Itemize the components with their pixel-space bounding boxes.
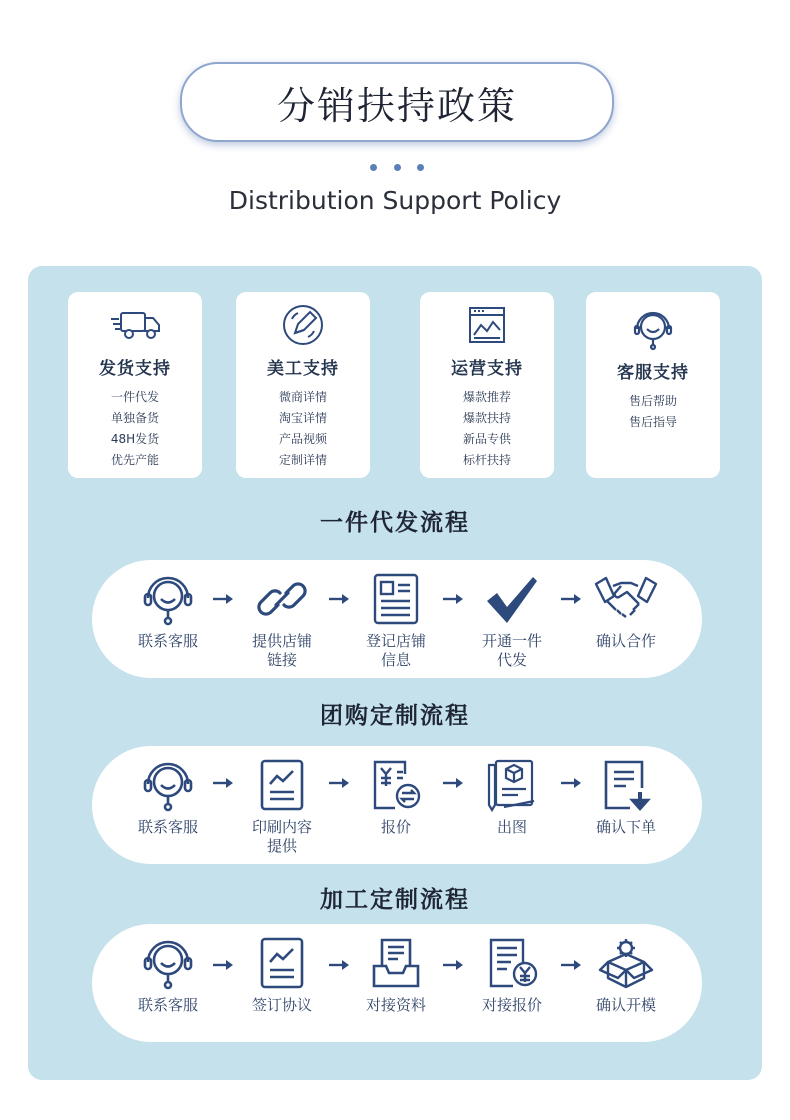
step-label: 联系客服	[137, 632, 198, 650]
page-title-pill	[180, 62, 614, 142]
page-subtitle: Distribution Support Policy	[228, 186, 562, 215]
step-label: 提供店铺 链接	[251, 632, 312, 669]
arrow-icon	[442, 958, 464, 972]
price-exchange-icon	[361, 756, 431, 814]
flow-title: 加工定制流程	[320, 887, 470, 913]
arrow-icon	[212, 592, 234, 606]
card-item: 新品专供	[462, 432, 511, 446]
truck-icon	[107, 302, 163, 348]
card-item: 优先产能	[110, 453, 159, 467]
flow-step	[346, 934, 446, 1015]
flow-title: 一件代发流程	[320, 510, 470, 536]
step-label: 联系客服	[137, 818, 198, 836]
card-item: 标杆扶持	[462, 453, 511, 467]
card-item: 一件代发	[110, 390, 159, 404]
step-label: 报价	[380, 818, 411, 836]
card-item: 单独备货	[110, 411, 159, 425]
flow-step	[118, 934, 218, 1015]
card-item: 淘宝详情	[278, 411, 327, 425]
contract-icon	[247, 934, 317, 992]
card-title: 美工支持	[267, 359, 339, 379]
step-label: 对接资料	[365, 996, 426, 1014]
decorative-dots	[370, 164, 424, 171]
flow-step	[462, 570, 562, 670]
handshake-icon	[591, 570, 661, 628]
design-drawing-icon	[477, 756, 547, 814]
invoice-yen-icon	[477, 934, 547, 992]
headset-icon	[133, 756, 203, 814]
box-gear-icon	[591, 934, 661, 992]
step-label: 出图	[496, 818, 527, 836]
arrow-icon	[212, 958, 234, 972]
order-download-icon	[591, 756, 661, 814]
flow-step	[346, 570, 446, 670]
card-item: 售后帮助	[628, 394, 677, 408]
card-item: 微商详情	[278, 390, 327, 404]
arrow-icon	[442, 776, 464, 790]
support-card-shipping	[68, 292, 202, 478]
headset-icon	[625, 306, 681, 352]
pen-design-icon	[275, 302, 331, 348]
headset-icon	[133, 934, 203, 992]
card-title: 客服支持	[617, 363, 689, 383]
page-title: 分销扶持政策	[276, 83, 517, 128]
support-card-service	[586, 292, 720, 478]
arrow-icon	[442, 592, 464, 606]
flow-title: 团购定制流程	[320, 703, 470, 729]
arrow-icon	[212, 776, 234, 790]
step-label: 开通一件 代发	[481, 632, 542, 669]
card-item: 爆款扶持	[462, 411, 511, 425]
card-item: 定制详情	[278, 453, 327, 467]
card-title: 运营支持	[451, 359, 523, 379]
support-card-design	[236, 292, 370, 478]
flow-step	[576, 756, 676, 837]
inbox-tray-icon	[361, 934, 431, 992]
flow-step	[576, 570, 676, 651]
flow-step	[346, 756, 446, 837]
step-label: 联系客服	[137, 996, 198, 1014]
flow-step	[576, 934, 676, 1015]
step-label: 签订协议	[251, 996, 312, 1014]
step-label: 印刷内容 提供	[251, 818, 312, 855]
support-card-operations	[420, 292, 554, 478]
chart-board-icon	[459, 302, 515, 348]
flow-step	[462, 934, 562, 1015]
document-chart-icon	[247, 756, 317, 814]
flow-step	[232, 570, 332, 670]
card-item: 爆款推荐	[462, 390, 511, 404]
step-label: 登记店铺 信息	[365, 632, 426, 669]
step-label: 对接报价	[481, 996, 542, 1014]
flow-step	[232, 934, 332, 1015]
card-item: 48H发货	[110, 432, 160, 446]
card-title: 发货支持	[99, 359, 171, 379]
link-icon	[247, 570, 317, 628]
flow-step	[232, 756, 332, 856]
step-label: 确认下单	[595, 818, 656, 836]
checkmark-icon	[477, 570, 547, 628]
flow-step	[462, 756, 562, 837]
step-label: 确认开模	[595, 996, 656, 1014]
form-icon	[361, 570, 431, 628]
flow-step	[118, 756, 218, 837]
headset-icon	[133, 570, 203, 628]
card-item: 产品视频	[278, 432, 327, 446]
step-label: 确认合作	[595, 632, 656, 650]
card-item: 售后指导	[628, 415, 677, 429]
flow-step	[118, 570, 218, 651]
